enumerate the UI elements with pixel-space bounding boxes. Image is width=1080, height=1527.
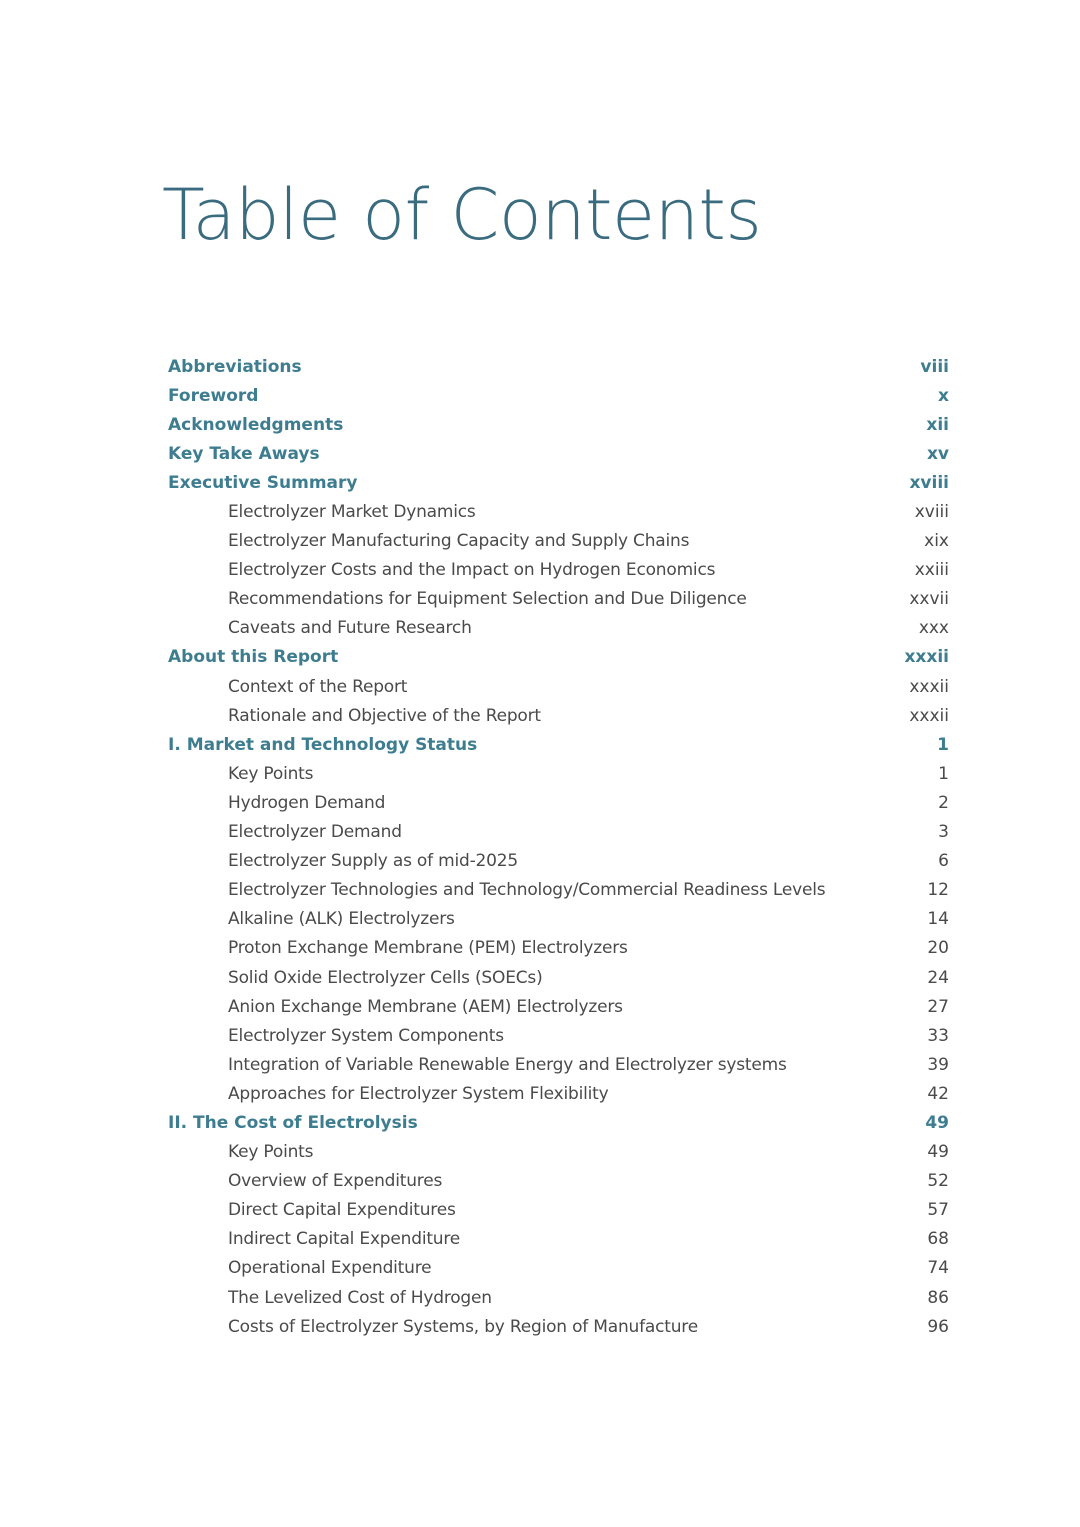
toc-entry-title: Integration of Variable Renewable Energy and Electrolyzer systems <box>228 1054 787 1075</box>
toc-entry-page-number: xii <box>926 414 949 435</box>
toc-entry-page-number: 27 <box>927 996 949 1017</box>
toc-entry-title: Solid Oxide Electrolyzer Cells (SOECs) <box>228 967 543 988</box>
toc-subsection-entry[interactable] <box>168 759 949 788</box>
toc-subsection-entry[interactable] <box>168 905 949 934</box>
toc-entry-page-number: 12 <box>927 880 949 901</box>
toc-subsection-entry[interactable] <box>168 1050 949 1079</box>
toc-entry-title: Overview of Expenditures <box>228 1171 443 1192</box>
toc-subsection-entry[interactable] <box>168 701 949 730</box>
toc-entry-page-number: 1 <box>938 763 949 784</box>
toc-entry-title: Key Points <box>228 1142 314 1163</box>
toc-entry-page-number: 33 <box>927 1025 949 1046</box>
table-of-contents <box>168 352 949 1341</box>
toc-section-entry[interactable] <box>168 730 949 759</box>
toc-subsection-entry[interactable] <box>168 818 949 847</box>
toc-section-entry[interactable] <box>168 1108 949 1137</box>
toc-entry-title: Recommendations for Equipment Selection and Due Diligence <box>228 589 747 610</box>
toc-entry-page-number: 1 <box>937 734 949 755</box>
toc-subsection-entry[interactable] <box>168 876 949 905</box>
toc-entry-page-number: xv <box>926 443 949 464</box>
page-title: Table of Contents <box>162 174 762 256</box>
toc-entry-page-number: xviii <box>909 472 949 493</box>
toc-entry-title: Proton Exchange Membrane (PEM) Electrolyzers <box>228 938 628 959</box>
toc-entry-title: Key Take Aways <box>168 443 320 464</box>
toc-entry-page-number: 68 <box>927 1229 949 1250</box>
toc-entry-page-number: 49 <box>925 1112 949 1133</box>
toc-entry-page-number: xviii <box>914 502 949 523</box>
toc-entry-title: Electrolyzer Costs and the Impact on Hydrogen Economics <box>228 560 716 581</box>
toc-entry-title: Direct Capital Expenditures <box>228 1200 456 1221</box>
toc-entry-title: Hydrogen Demand <box>228 792 386 813</box>
toc-entry-title: Electrolyzer Manufacturing Capacity and Supply Chains <box>228 531 690 552</box>
toc-subsection-entry[interactable] <box>168 1312 949 1341</box>
toc-entry-page-number: 24 <box>927 967 949 988</box>
toc-subsection-entry[interactable] <box>168 585 949 614</box>
toc-entry-page-number: 57 <box>927 1200 949 1221</box>
toc-entry-page-number: xxxii <box>909 705 949 726</box>
toc-entry-title: The Levelized Cost of Hydrogen <box>228 1287 492 1308</box>
toc-subsection-entry[interactable] <box>168 1079 949 1108</box>
toc-subsection-entry[interactable] <box>168 1225 949 1254</box>
toc-entry-page-number: 52 <box>927 1171 949 1192</box>
toc-entry-title: Electrolyzer Technologies and Technology/Commercial Readiness Levels <box>228 880 826 901</box>
toc-subsection-entry[interactable] <box>168 527 949 556</box>
toc-entry-title: Indirect Capital Expenditure <box>228 1229 461 1250</box>
toc-entry-page-number: 6 <box>938 851 949 872</box>
toc-entry-page-number: 14 <box>927 909 949 930</box>
toc-subsection-entry[interactable] <box>168 1021 949 1050</box>
toc-entry-title: II. The Cost of Electrolysis <box>168 1112 418 1133</box>
toc-entry-title: Electrolyzer Supply as of mid-2025 <box>228 851 518 872</box>
toc-entry-page-number: xxxii <box>909 676 949 697</box>
toc-entry-page-number: 20 <box>927 938 949 959</box>
toc-entry-page-number: 39 <box>927 1054 949 1075</box>
toc-entry-title: Electrolyzer Market Dynamics <box>228 502 476 523</box>
toc-entry-title: Costs of Electrolyzer Systems, by Region of Manufacture <box>228 1316 698 1337</box>
toc-entry-page-number: 74 <box>927 1258 949 1279</box>
toc-subsection-entry[interactable] <box>168 963 949 992</box>
toc-section-entry[interactable] <box>168 643 949 672</box>
toc-subsection-entry[interactable] <box>168 788 949 817</box>
toc-section-entry[interactable] <box>168 439 949 468</box>
toc-entry-page-number: xxvii <box>909 589 949 610</box>
toc-subsection-entry[interactable] <box>168 1138 949 1167</box>
toc-entry-title: Acknowledgments <box>168 414 344 435</box>
toc-entry-title: Electrolyzer Demand <box>228 822 402 843</box>
toc-entry-title: Approaches for Electrolyzer System Flexibility <box>228 1083 609 1104</box>
toc-subsection-entry[interactable] <box>168 497 949 526</box>
toc-subsection-entry[interactable] <box>168 847 949 876</box>
toc-entry-page-number: 86 <box>927 1287 949 1308</box>
toc-entry-page-number: xxxii <box>904 647 949 668</box>
toc-entry-title: Caveats and Future Research <box>228 618 472 639</box>
toc-entry-page-number: 2 <box>938 792 949 813</box>
toc-subsection-entry[interactable] <box>168 1283 949 1312</box>
toc-entry-title: Anion Exchange Membrane (AEM) Electrolyzers <box>228 996 623 1017</box>
toc-entry-page-number: 42 <box>927 1083 949 1104</box>
toc-section-entry[interactable] <box>168 381 949 410</box>
toc-entry-title: Electrolyzer System Components <box>228 1025 504 1046</box>
toc-entry-title: Foreword <box>168 385 259 406</box>
toc-entry-title: Executive Summary <box>168 472 358 493</box>
toc-subsection-entry[interactable] <box>168 1254 949 1283</box>
toc-entry-title: Alkaline (ALK) Electrolyzers <box>228 909 455 930</box>
toc-subsection-entry[interactable] <box>168 672 949 701</box>
toc-entry-page-number: 96 <box>927 1316 949 1337</box>
toc-subsection-entry[interactable] <box>168 556 949 585</box>
toc-subsection-entry[interactable] <box>168 614 949 643</box>
toc-entry-page-number: xxiii <box>914 560 949 581</box>
toc-entry-title: Key Points <box>228 763 314 784</box>
toc-section-entry[interactable] <box>168 352 949 381</box>
toc-entry-page-number: xxx <box>918 618 949 639</box>
toc-section-entry[interactable] <box>168 410 949 439</box>
toc-subsection-entry[interactable] <box>168 934 949 963</box>
toc-entry-title: Rationale and Objective of the Report <box>228 705 541 726</box>
toc-entry-page-number: x <box>938 385 949 406</box>
toc-subsection-entry[interactable] <box>168 1196 949 1225</box>
toc-subsection-entry[interactable] <box>168 992 949 1021</box>
toc-entry-title: I. Market and Technology Status <box>168 734 478 755</box>
toc-entry-page-number: 3 <box>938 822 949 843</box>
toc-entry-page-number: viii <box>920 356 949 377</box>
toc-subsection-entry[interactable] <box>168 1167 949 1196</box>
toc-entry-title: Abbreviations <box>168 356 302 377</box>
toc-entry-title: About this Report <box>168 647 339 668</box>
toc-entry-page-number: 49 <box>927 1142 949 1163</box>
toc-section-entry[interactable] <box>168 468 949 497</box>
toc-entry-title: Operational Expenditure <box>228 1258 432 1279</box>
toc-entry-title: Context of the Report <box>228 676 408 697</box>
toc-entry-page-number: xix <box>924 531 949 552</box>
